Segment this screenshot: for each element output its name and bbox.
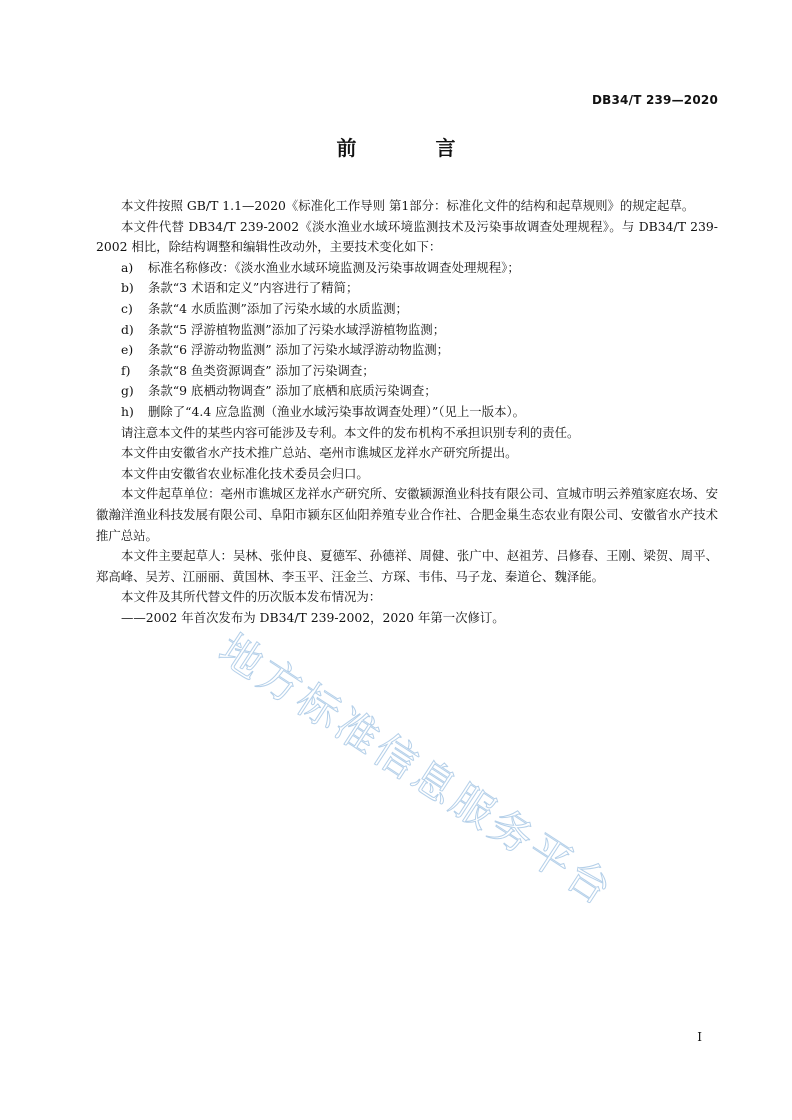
paragraph-replacement: 本文件代替 DB34/T 239-2002《淡水渔业水域环境监测技术及污染事故调查处理规程》。与 DB34/T 239-2002 相比，除结构调整和编辑性改动外，主要技术变化如下： xyxy=(96,218,718,255)
list-item-text: 条款“5 浮游植物监测”添加了污染水域浮游植物监测； xyxy=(148,321,446,337)
page-number: I xyxy=(697,1030,702,1044)
paragraph-patent-notice: 请注意本文件的某些内容可能涉及专利。本文件的发布机构不承担识别专利的责任。 xyxy=(121,424,580,440)
paragraph-drafters: 本文件主要起草人：吴林、张仲良、夏德军、孙德祥、周健、张广中、赵祖芳、吕修春、王刚、梁贺、周平、郑高峰、吴芳、江丽丽、黄国林、李玉平、汪金兰、方琛、韦伟、马子龙、秦道仑、魏泽能。 xyxy=(96,548,718,584)
page-title: 前 言 xyxy=(336,136,492,160)
list-item-text: 条款“8 鱼类资源调查” 添加了污染调查； xyxy=(148,362,375,378)
list-item-change-b xyxy=(96,278,718,299)
list-item-change-f xyxy=(96,361,718,382)
paragraph-version-history: 本文件及其所代替文件的历次版本发布情况为： xyxy=(121,589,382,605)
list-item-label: e) xyxy=(121,342,134,358)
list-item-text: 删除了“4.4 应急监测（渔业水域污染事故调查处理）”（见上一版本）。 xyxy=(148,403,526,419)
list-item-text: 条款“9 底栖动物调查” 添加了底栖和底质污染调查； xyxy=(148,383,437,399)
paragraph-drafting-basis: 本文件按照 GB/T 1.1—2020《标准化工作导则 第1部分：标准化文件的结构和起草规则》的规定起草。 xyxy=(121,198,695,213)
list-item-change-h xyxy=(96,402,718,423)
list-item-text: 条款“6 浮游动物监测” 添加了污染水域浮游动物监测； xyxy=(148,342,450,358)
paragraph-first-release: ——2002 年首次发布为 DB34/T 239-2002，2020 年第一次修订。 xyxy=(121,609,505,625)
paragraph-drafting-units: 本文件起草单位：亳州市谯城区龙祥水产研究所、安徽颍源渔业科技有限公司、宣城市明云养殖家庭农场、安徽瀚洋渔业科技发展有限公司、阜阳市颍东区仙阳养殖专业合作社、合肥金巢生态农业有限公司、安徽省水产技术推广总站。 xyxy=(96,486,718,543)
paragraph-proposer: 本文件由安徽省水产技术推广总站、亳州市谯城区龙祥水产研究所提出。 xyxy=(121,445,518,461)
document-body xyxy=(96,196,718,628)
list-item-text: 条款“3 术语和定义”内容进行了精简； xyxy=(148,280,359,296)
paragraph-committee: 本文件由安徽省农业标准化技术委员会归口。 xyxy=(121,465,369,481)
list-item-change-e xyxy=(96,340,718,361)
list-item-label: f) xyxy=(121,362,131,378)
list-item-label: c) xyxy=(121,300,133,316)
list-item-change-c xyxy=(96,299,718,320)
standard-code: DB34/T 239—2020 xyxy=(592,93,718,107)
watermark: 地方标准信息服务平台 xyxy=(210,624,623,916)
list-item-label: a) xyxy=(121,259,134,275)
list-item-change-a xyxy=(96,258,718,279)
list-item-label: g) xyxy=(121,383,134,399)
list-item-change-g xyxy=(96,381,718,402)
list-item-text: 标准名称修改：《淡水渔业水域环境监测及污染事故调查处理规程》； xyxy=(148,259,520,275)
list-item-label: h) xyxy=(121,403,134,419)
list-item-label: d) xyxy=(121,321,134,337)
list-item-change-d xyxy=(96,320,718,341)
list-item-text: 条款“4 水质监测”添加了污染水域的水质监测； xyxy=(148,300,408,316)
list-item-label: b) xyxy=(121,280,134,296)
